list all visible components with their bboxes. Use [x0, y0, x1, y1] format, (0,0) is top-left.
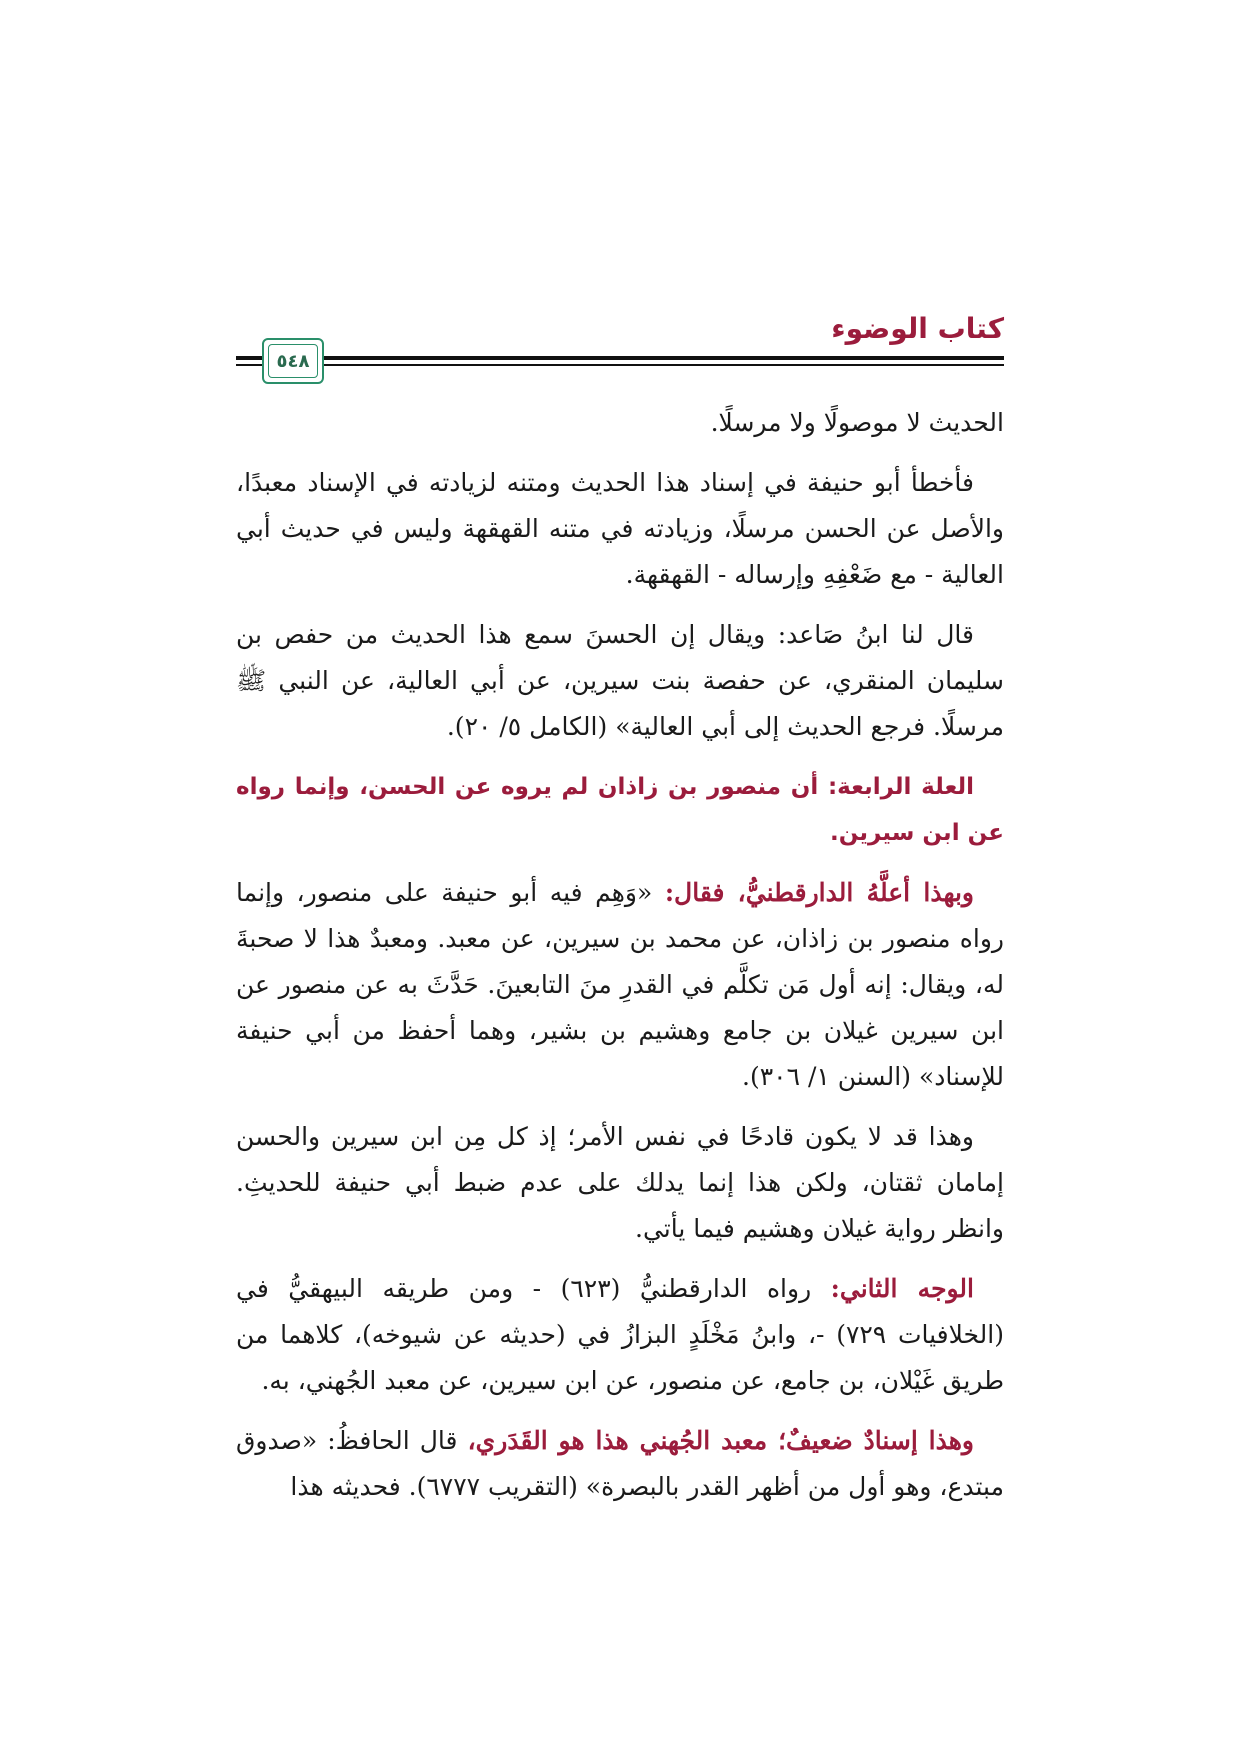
paragraph-1: الحديث لا موصولًا ولا مرسلًا.: [710, 408, 1004, 437]
paragraph-6: وهذا قد لا يكون قادحًا في نفس الأمر؛ إذ كل مِن ابن سيرين والحسن إمامان ثقتان، ولكن هذا إنما يدلك على عدم ضبط أبي حنيفة للحديثِ. وانظر رواية غيلان وهشيم فيما يأتي.: [236, 1122, 1004, 1243]
paragraph-5: [236, 870, 1004, 1100]
paragraph-8: [236, 1418, 1004, 1510]
book-title: كتاب الوضوء: [831, 312, 1004, 345]
paragraph-8-highlight: وهذا إسنادٌ ضعيفٌ؛ معبد الجُهني هذا هو القَدَري،: [467, 1426, 974, 1455]
paragraph-5-text: «وَهِم فيه أبو حنيفة على منصور، وإنما رواه منصور بن زاذان، عن محمد بن سيرين، عن معبد. ومعبدٌ هذا لا صحبةَ له، ويقال: إنه أول مَن تكلَّم في القدرِ منَ التابعينَ. حَدَّثَ به عن منصور عن ابن سيرين غيلان بن جامع وهشيم بن بشير، وهما أحفظ من أبي حنيفة للإسناد» (السنن ١/ ٣٠٦).: [236, 878, 1004, 1091]
page-number-badge: [262, 338, 324, 384]
paragraph-2: فأخطأ أبو حنيفة في إسناد هذا الحديث ومتنه لزيادته في الإسناد معبدًا، والأصل عن الحسن مرسلًا، وزيادته في متنه القهقهة وليس في حديث أبي العالية - مع ضَعْفِهِ وإرساله - القهقهة.: [236, 468, 1004, 589]
page-header: [236, 312, 1004, 392]
header-rule-thick: [236, 356, 1004, 360]
paragraph-3: قال لنا ابنُ صَاعد: ويقال إن الحسنَ سمع هذا الحديث من حفص بن سليمان المنقري، عن حفصة بنت سيرين، عن أبي العالية، عن النبي ﷺ مرسلًا. فرجع الحديث إلى أبي العالية» (الكامل ٥/ ٢٠).: [236, 620, 1004, 741]
page-body: [236, 400, 1004, 1524]
paragraph-7: [236, 1266, 1004, 1404]
paragraph-7-highlight: الوجه الثاني:: [830, 1274, 974, 1303]
paragraph-8-text: قال الحافظُ: «صدوق مبتدع، وهو أول من أظهر القدر بالبصرة» (التقريب ٦٧٧٧). فحديثه هذا: [236, 1426, 1004, 1501]
paragraph-5-highlight: وبهذا أعلَّهُ الدارقطنيُّ، فقال:: [664, 878, 974, 907]
paragraph-7-text: رواه الدارقطنيُّ (٦٢٣) - ومن طريقه البيهقيُّ في (الخلافيات ٧٢٩) -، وابنُ مَخْلَدٍ البزازُ في (حديثه عن شيوخه)، كلاهما من طريق غَيْلان، بن جامع، عن منصور، عن ابن سيرين، عن معبد الجُهني، به.: [236, 1274, 1004, 1395]
section-heading-fourth-defect: العلة الرابعة: أن منصور بن زاذان لم يروه عن الحسن، وإنما رواه عن ابن سيرين.: [236, 774, 1004, 846]
page-number: ٥٤٨: [268, 344, 318, 378]
header-rule-thin: [236, 364, 1004, 366]
